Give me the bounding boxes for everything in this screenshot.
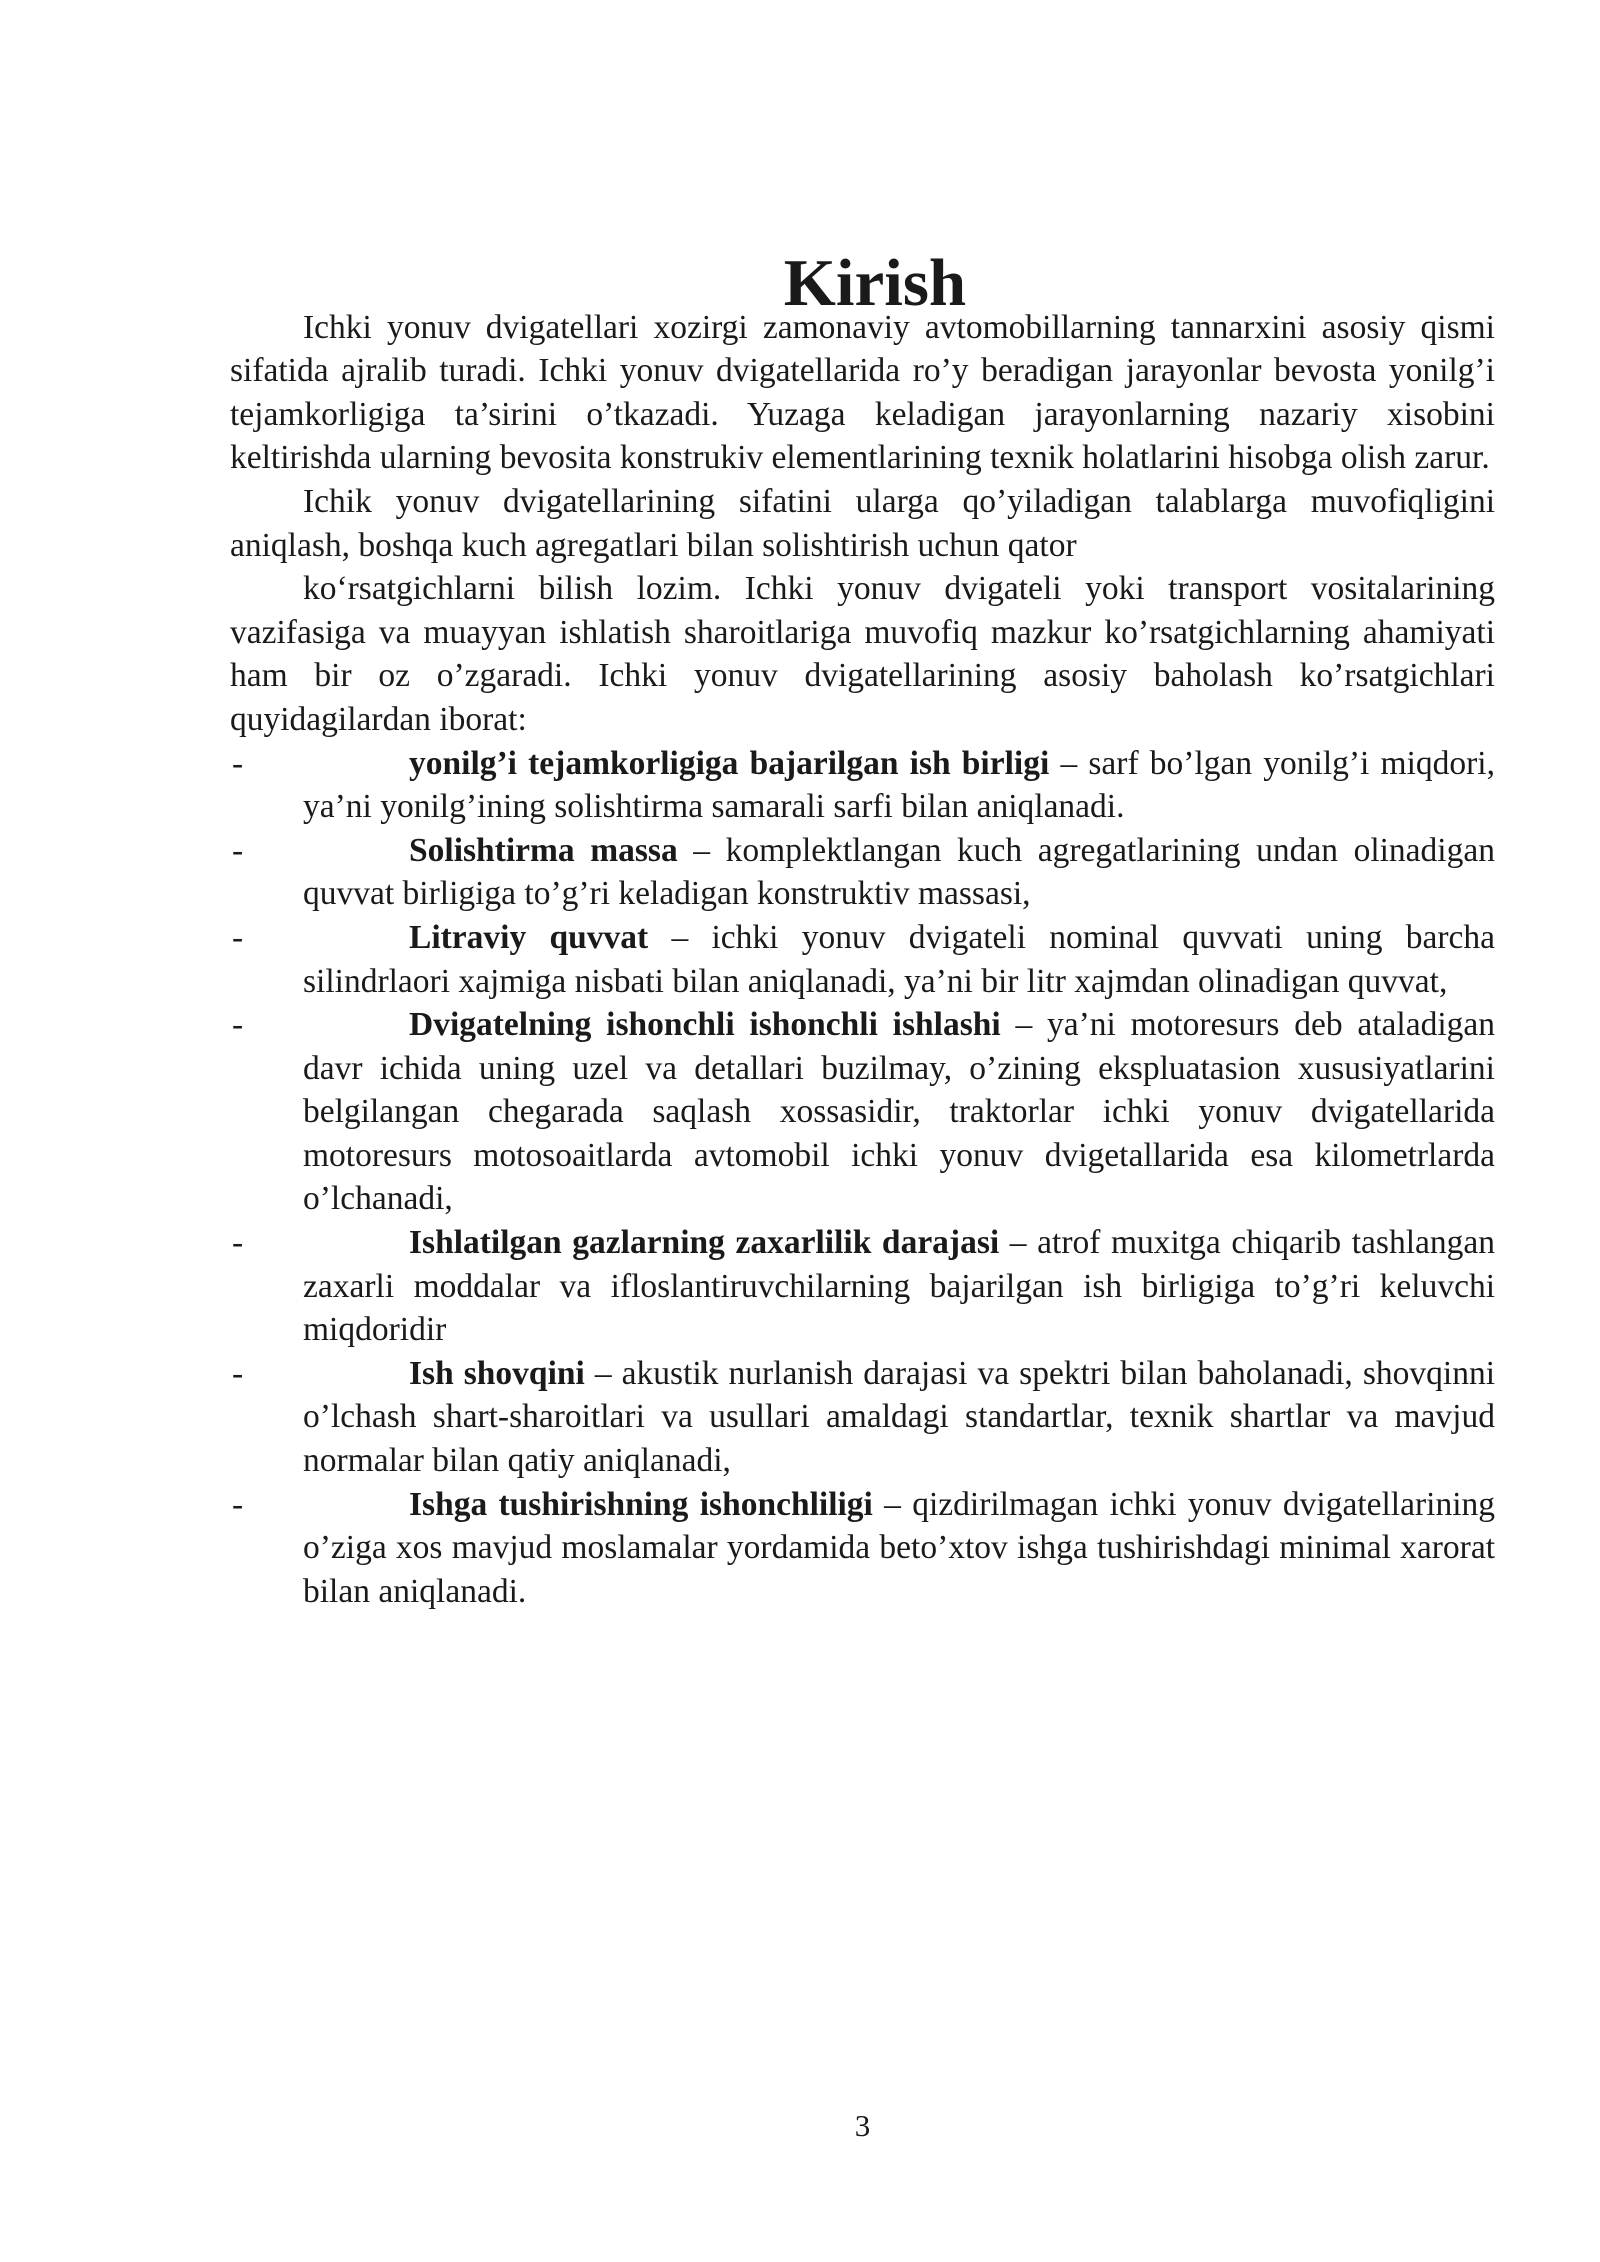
list-item	[230, 1352, 1495, 1483]
list-item-text: – atrof muxitga chiqarib tashlangan zaxarli moddalar va ifloslantiruvchilarning bajarilgan ish birligiga to’g’ri keluvchi miqdoridir	[303, 1224, 1495, 1349]
list-item-term: Ishga tushirishning ishonchliligi	[409, 1485, 873, 1523]
list-item-term: yonilg’i tejamkorligiga bajarilgan ish birligi	[409, 744, 1050, 782]
list-dash: -	[232, 1354, 244, 1392]
list-dash: -	[232, 744, 244, 782]
list-item-term: Dvigatelning ishonchli ishonchli ishlashi	[409, 1006, 1001, 1044]
list-item-term: Ish shovqini	[409, 1354, 585, 1392]
list-item	[230, 1221, 1495, 1352]
document-page	[230, 246, 1495, 1613]
list-item	[230, 1483, 1495, 1614]
page-number: 3	[854, 2108, 871, 2143]
page-title: Kirish	[783, 246, 967, 320]
list-item-text: – sarf bo’lgan yonilg’i miqdori, ya’ni yonilg’ining solishtirma samarali sarfi bilan aniqlanadi.	[303, 744, 1495, 826]
paragraph-quality: Ichik yonuv dvigatellarining sifatini ularga qo’yiladigan talablarga muvofiqligini aniqlash, boshqa kuch agregatlari bilan solishtirish uchun qator	[230, 482, 1495, 564]
list-dash: -	[232, 1224, 244, 1262]
list-item	[230, 742, 1495, 829]
paragraph-indicators: ko‘rsatgichlarni bilish lozim. Ichki yonuv dvigateli yoki transport vositalarining vazifasiga va muayyan ishlatish sharoitlariga muvofiq mazkur ko’rsatgichlarning ahamiyati ham bir oz o’zgaradi. Ichki yonuv dvigatellarining asosiy baholash ko’rsatgichlari quyidagilardan iborat:	[230, 570, 1495, 738]
list-item	[230, 1003, 1495, 1221]
list-dash: -	[232, 1006, 244, 1044]
list-item-text: – komplektlangan kuch agregatlarining undan olinadigan quvvat birligiga to’g’ri keladigan konstruktiv massasi,	[303, 831, 1495, 913]
list-dash: -	[232, 831, 244, 869]
list-item	[230, 916, 1495, 1003]
list-item	[230, 829, 1495, 916]
paragraph-intro: Ichki yonuv dvigatellari xozirgi zamonaviy avtomobillarning tannarxini asosiy qismi sifatida ajralib turadi. Ichki yonuv dvigatellarida ro’y beradigan jarayonlar bevosta yonilg’i tejamkorligiga ta’sirini o’tkazadi. Yuzaga keladigan jarayonlarning nazariy xisobini keltirishda ularning bevosita konstrukiv elementlarining texnik holatlarini hisobga olish zarur.	[230, 308, 1495, 477]
list-dash: -	[232, 1485, 244, 1523]
list-item-text: – qizdirilmagan ichki yonuv dvigatellarining o’ziga xos mavjud moslamalar yordamida beto’xtov ishga tushirishdagi minimal xarorat bilan aniqlanadi.	[303, 1485, 1495, 1610]
list-item-text: – ichki yonuv dvigateli nominal quvvati uning barcha silindrlaori xajmiga nisbati bilan aniqlanadi, ya’ni bir litr xajmdan olinadigan quvvat,	[303, 918, 1495, 1000]
list-item-text: – ya’ni motoresurs deb ataladigan davr ichida uning uzel va detallari buzilmay, o’zining ekspluatasion xususiyatlarini belgilangan chegarada saqlash xossasidir, traktorlar ichki yonuv dvigatellarida motoresurs motosoaitlarda avtomobil ichki yonuv dvigetallarida esa kilometrlarda o’lchanadi,	[303, 1006, 1495, 1218]
list-item-text: – akustik nurlanish darajasi va spektri bilan baholanadi, shovqinni o’lchash shart-sharoitlari va usullari amaldagi standartlar, texnik shartlar va mavjud normalar bilan qatiy aniqlanadi,	[303, 1354, 1495, 1480]
list-item-term: Ishlatilgan gazlarning zaxarlilik darajasi	[409, 1224, 1000, 1262]
list-item-term: Litraviy quvvat	[409, 918, 649, 956]
list-dash: -	[232, 918, 244, 956]
list-item-term: Solishtirma massa	[409, 831, 678, 869]
indicator-list	[230, 742, 1495, 1614]
